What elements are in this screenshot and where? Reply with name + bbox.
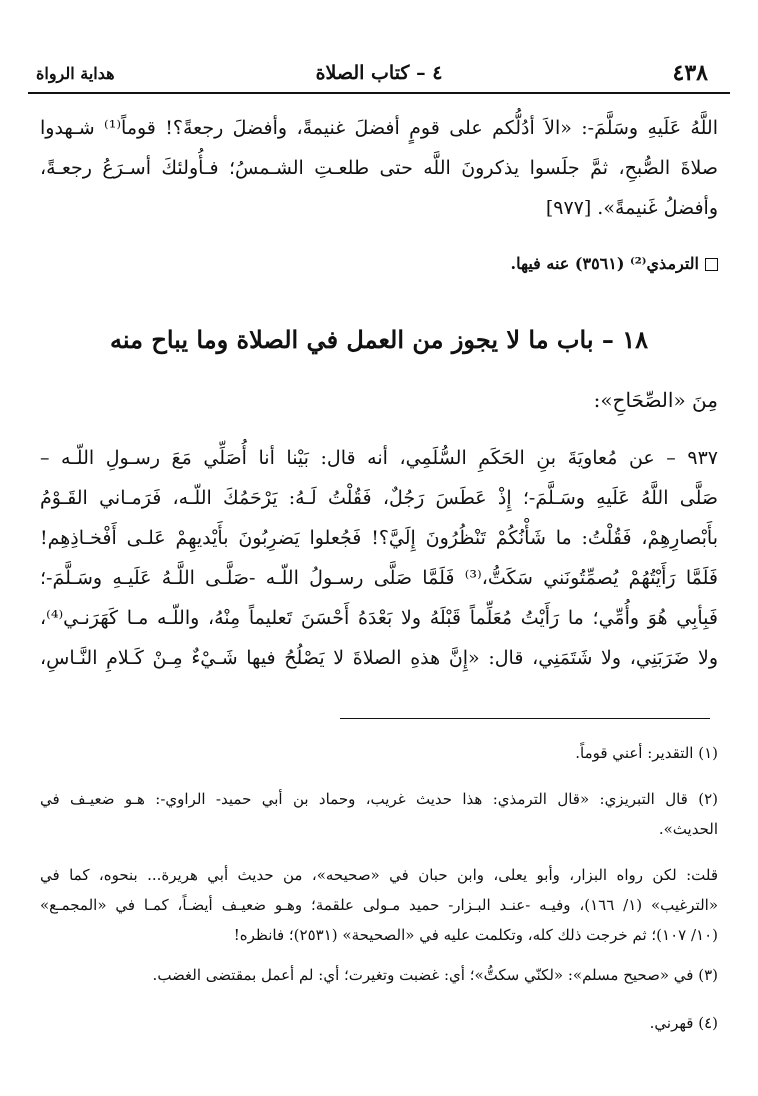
- text-line: صَلَّى اللَّهُ عَلَيهِ وسَـلَّمَ-؛ إِذْ عَطَسَ رَجُلٌ، فَقُلْتُ لَـهُ: يَرْحَمُكَ اللّـه، فَرَمـاني القَـوْمُ: [40, 487, 718, 509]
- footnote-line: قلت: لكن رواه البزار، وأبو يعلى، وابن حبان في «صحيحه»، من حديث أبي هريرة... بنحوه، كما في: [40, 866, 718, 884]
- page-number: ٤٣٨: [672, 60, 708, 86]
- text-line: فَبِأبِي هُوَ وأُمِّي؛ ما رَأَيْتُ مُعَلِّماً قَبْلَهُ ولا بَعْدَهُ أَحْسَنَ تَعليماً مِنْهُ، واللّـه مـا كَهَرَنـي⁽⁴⁾،: [40, 607, 718, 629]
- text-line: اللَّهُ عَلَيهِ وسَلَّمَ-: «الاَ أدُلُّكم على قومٍ أفضلَ غنيمةً، وأفضلَ رجعةً؟! قوماً⁽¹⁾ شـهدوا: [40, 117, 718, 139]
- footnote-1: [40, 738, 718, 768]
- footnote-2: [40, 784, 718, 844]
- footnote-rule: [340, 718, 710, 719]
- hadith-reference: [40, 250, 718, 278]
- footnote-line: (٣) في «صحيح مسلم»: «لكنّي سكتُّ»؛ أي: غضبت وتغيرت؛ أي: لم أعمل بمقتضى الغضب.: [152, 966, 718, 984]
- text-line: فَلَمَّا رَأَيْتُهُمْ يُصمِّتُونَني سَكَتُّ،⁽³⁾ فَلَمَّا صَلَّى رسـولُ اللّـه -صَلَّـى اللَّـهُ عَلَيـهِ وسَـلَّمَ-؛: [40, 567, 718, 589]
- reference-text: الترمذي⁽²⁾ (٣٥٦١) عنه فيها.: [510, 254, 699, 273]
- paragraph-1: [40, 108, 718, 228]
- square-bullet-icon: [705, 258, 718, 271]
- footnote-line: (١) التقدير: أعني قوماً.: [575, 744, 718, 762]
- footnote-line: الحديث».: [658, 820, 718, 838]
- footnote-line: (١٠/ ١٠٧)؛ ثم خرجت ذلك كله، وتكلمت عليه في «الصحيحة» (٢٥٣١)؛ فانظره!: [233, 926, 718, 944]
- footnote-4: [40, 1008, 718, 1038]
- footnote-line: «الترغيب» (١/ ١٦٦)، وفيـه -عنـد البـزار- حميد مـولى علقمة؛ وهـو ضعيـف أيضـاً، كمـا في «المجمـع»: [40, 896, 718, 914]
- text-line: وأفضلُ غَنيمةً». [٩٧٧]: [545, 197, 718, 219]
- header-rule: [28, 92, 730, 94]
- text-line: ٩٣٧ – عن مُعاويَةَ بنِ الحَكَمِ السُّلَمِي، أنه قال: بَيْنا أنا أُصَلِّي مَعَ رسـولِ اللّـه –: [40, 447, 718, 469]
- footnote-line: (٤) قهرني.: [649, 1014, 718, 1032]
- text-line: صلاةَ الصُّبحِ، ثمَّ جلَسوا يذكرونَ اللَّه حتى طلعـتِ الشـمسُ؛ فـأُولئكَ أسـرَعُ رجعـةً،: [40, 157, 718, 179]
- text-line: ولا ضَرَبَنِي، ولا شَتَمَنِي، قال: «إِنَّ هذهِ الصلاةَ لا يَصْلُحُ فيها شَـيْءٌ مِـنْ كَـلامِ النَّـاسِ،: [40, 647, 718, 669]
- book-title: هداية الرواة: [36, 64, 115, 83]
- footnote-note: [40, 860, 718, 950]
- chapter-heading: ١٨ – باب ما لا يجوز من العمل في الصلاة وما يباح منه: [110, 325, 648, 354]
- chapter-title: ٤ – كتاب الصلاة: [315, 62, 443, 84]
- footnote-line: (٢) قال التبريزي: «قال الترمذي: هذا حديث غريب، وحماد بن أبي حميد- الراوي-: هـو ضعيـف في: [40, 790, 718, 808]
- text-line: بأَبْصارِهِمْ، فَقُلْتُ: ما شَأْنُكُمْ تَنْظُرُونَ إِلَيَّ؟! فَجُعلوا يَضرِبُونَ بأَيْديهِمْ عَلـى أَفْخـاذِهِم!: [40, 527, 718, 549]
- paragraph-2: [40, 438, 718, 678]
- footnote-3: [40, 960, 718, 990]
- page-header: [28, 58, 730, 92]
- source-label: مِنَ «الصِّحَاحِ»:: [593, 388, 718, 412]
